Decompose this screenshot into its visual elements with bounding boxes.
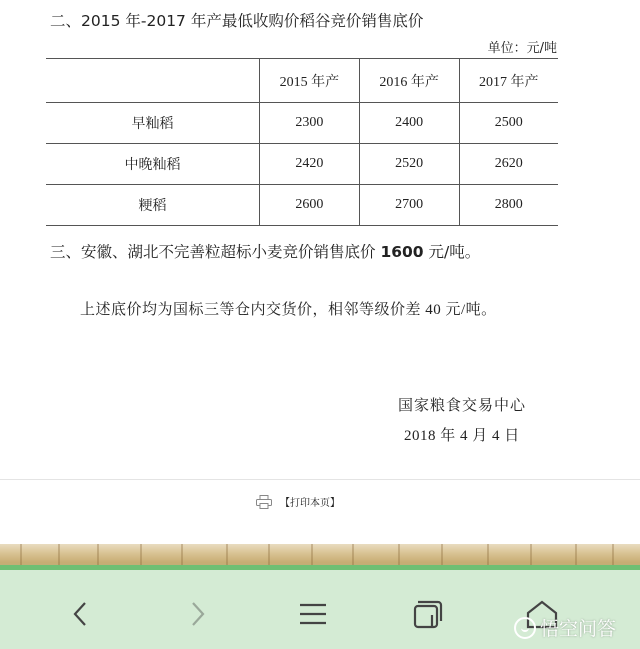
table-header-row [46, 59, 558, 103]
section3-prefix: 三、安徽、湖北不完善粒超标小麦竞价销售底价 [50, 243, 381, 261]
table-row [46, 103, 558, 144]
table-header-corner [46, 59, 260, 103]
table-cell: 2420 [260, 144, 360, 185]
table-cell: 2300 [260, 103, 360, 144]
table-row [46, 185, 558, 226]
table-cell: 2600 [260, 185, 360, 226]
table-header-cell: 2016 年产 [359, 59, 459, 103]
footer-divider [0, 479, 640, 480]
print-page-label: 【打印本页】 [280, 498, 340, 509]
row-label: 中晚籼稻 [46, 144, 260, 185]
table-cell: 2500 [459, 103, 558, 144]
tabs-icon [413, 599, 443, 629]
chevron-right-icon [190, 601, 206, 627]
row-label: 粳稻 [46, 185, 260, 226]
tabs-button[interactable] [408, 594, 448, 634]
issue-date: 2018 年 4 月 4 日 [404, 428, 520, 444]
wukong-logo-icon [514, 617, 536, 639]
unit-label: 单位：元/吨 [487, 41, 557, 56]
menu-icon [299, 602, 327, 626]
price-note: 上述底价均为国标三等仓内交货价，相邻等级价差 40 元/吨。 [80, 302, 497, 318]
issuing-organization: 国家粮食交易中心 [398, 398, 527, 414]
print-page-link[interactable] [256, 494, 340, 509]
forward-button[interactable] [178, 594, 218, 634]
table-cell: 2400 [359, 103, 459, 144]
price-table [46, 58, 558, 226]
section3-title [50, 240, 480, 262]
watermark-text: 悟空问答 [540, 618, 617, 640]
table-cell: 2800 [459, 185, 558, 226]
chevron-left-icon [72, 601, 88, 627]
section3-price: 1600 [380, 243, 424, 261]
section2-title: 二、2015 年-2017 年产最低收购价稻谷竞价销售底价 [50, 12, 424, 30]
row-label: 早籼稻 [46, 103, 260, 144]
table-cell: 2620 [459, 144, 558, 185]
menu-button[interactable] [293, 594, 333, 634]
back-button[interactable] [60, 594, 100, 634]
table-cell: 2520 [359, 144, 459, 185]
table-row [46, 144, 558, 185]
printer-icon [256, 495, 272, 509]
table-header-cell: 2017 年产 [459, 59, 558, 103]
table-header-cell: 2015 年产 [260, 59, 360, 103]
wukong-watermark [514, 614, 616, 641]
section3-suffix: 元/吨。 [423, 243, 481, 261]
table-cell: 2700 [359, 185, 459, 226]
